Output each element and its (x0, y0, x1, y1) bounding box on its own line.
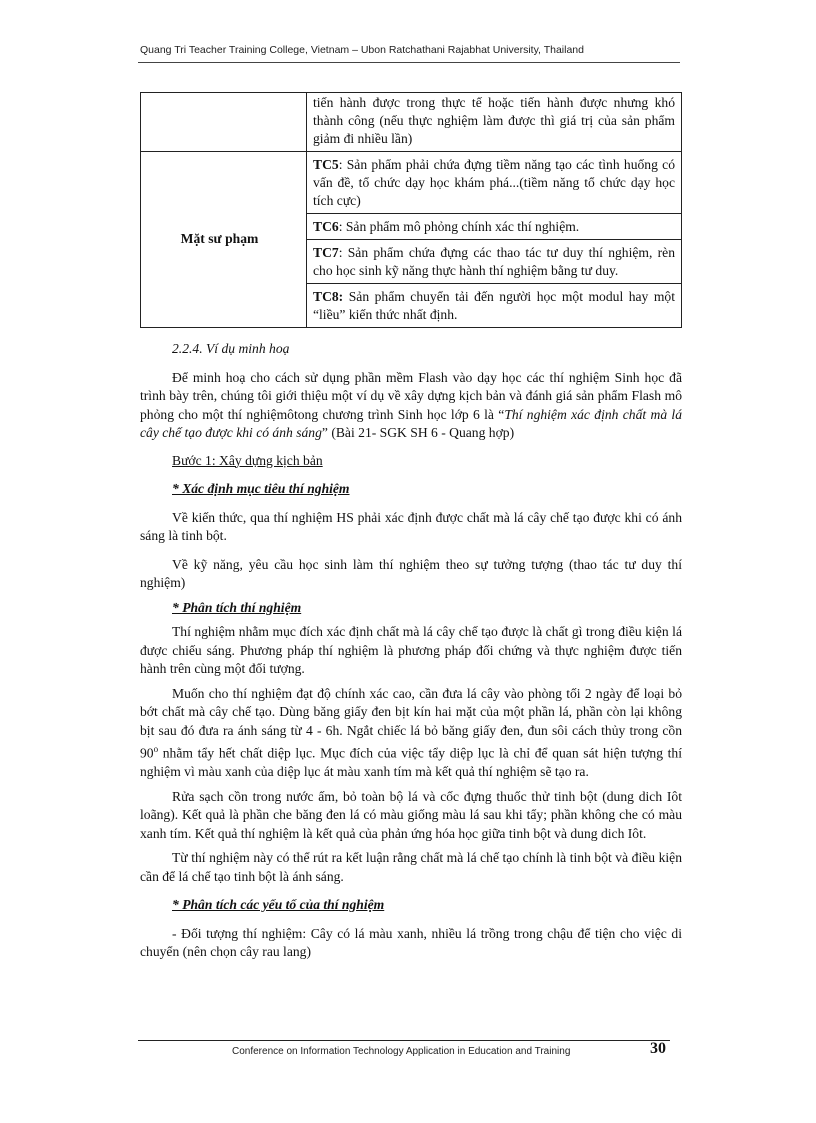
factors-paragraph: - Đối tượng thí nghiệm: Cây có lá màu xanh, nhiều lá trồng trong chậu để tiện cho việc di chuyển (nên chọn cây rau lang) (140, 925, 682, 960)
analysis-paragraph: Thí nghiệm nhằm mục đích xác định chất mà lá cây chế tạo được là chất gì trong điều kiện lá được chiếu sáng. Phương pháp thí nghiệm là phương pháp đối chứng và thực nghiệm được tiến hành trên cùng một đối tượng. (140, 624, 682, 676)
criterion-text: Sản phẩm phải chứa đựng tiềm năng tạo các tình huống có vấn đề, tổ chức dạy học khám phá...(tiềm năng tổ chức dạy học tích cực) (313, 157, 675, 208)
header-divider (138, 62, 680, 63)
skill-paragraph: Về kỹ năng, yêu cầu học sinh làm thí nghiệm theo sự tưởng tượng (thao tác tư duy thí nghiệm) (140, 556, 682, 590)
analysis-heading: * Phân tích thí nghiệm (172, 599, 302, 615)
criterion-tc6: TC6: Sản phẩm mô phỏng chính xác thí nghiệm. (307, 214, 682, 240)
criterion-text: Sản phẩm chuyển tải đến người học một modul hay một “liều” kiến thức nhất định. (313, 289, 675, 322)
table-row (141, 152, 682, 214)
criteria-table (140, 92, 682, 328)
criterion-code: TC5 (313, 157, 339, 172)
aspect-label: Mặt sư phạm (141, 152, 307, 328)
factors-heading: * Phân tích các yếu tố của thí nghiệm (172, 897, 385, 913)
criterion-code: TC7 (313, 245, 339, 260)
page-footer: Conference on Information Technology Application in Education and Training (232, 1046, 571, 1057)
criterion-tc8 (307, 284, 682, 328)
table-row (141, 93, 682, 152)
page-number: 30 (650, 1040, 666, 1057)
analysis-paragraph: Từ thí nghiệm này có thể rút ra kết luận rằng chất mà lá chế tạo chính là tinh bột và điều kiện cần để lá chế tạo tinh bột là ánh sáng. (140, 850, 682, 884)
criterion-text: Sản phẩm chứa đựng các thao tác tư duy thí nghiệm, rèn cho học sinh kỹ năng thực hành thí nghiệm bằng tư duy. (313, 245, 675, 278)
goal-heading: * Xác định mục tiêu thí nghiệm (172, 481, 350, 496)
step-heading: Bước 1: Xây dựng kịch bản (172, 452, 323, 468)
table-cell-continuation: tiến hành được trong thực tế hoặc tiến hành được nhưng khó thành công (nếu thực nghiệm làm được thì giá trị của sản phẩm giảm đi nhiều lần) (307, 93, 682, 152)
body-text (140, 340, 682, 962)
page-header: Quang Tri Teacher Training College, Vietnam – Ubon Ratchathani Rajabhat University, Thailand (140, 44, 584, 56)
criterion-tc5: TC5: Sản phẩm phải chứa đựng tiềm năng tạo các tình huống có vấn đề, tổ chức dạy học khám phá...(tiềm năng tổ chức dạy học tích cực) (307, 152, 682, 214)
section-heading: 2.2.4. Ví dụ minh hoạ (172, 341, 290, 356)
intro-paragraph: Để minh hoạ cho cách sử dụng phần mềm Flash vào dạy học các thí nghiệm Sinh học đã trình bày trên, chúng tôi giới thiệu một ví dụ về xây dựng kịch bản và đánh giá sản phẩm Flash mô phỏng cho một thí nghiệmôtong chương trình Sinh học lớp 6 là “Thí nghiệm xác định chất mà lá cây chế tạo được khi có ánh sáng” (Bài 21- SGK SH 6 - Quang hợp) (140, 369, 683, 440)
criterion-tc7: TC7: Sản phẩm chứa đựng các thao tác tư duy thí nghiệm, rèn cho học sinh kỹ năng thực hành thí nghiệm bằng tư duy. (307, 240, 682, 284)
analysis-paragraph: Rửa sạch cồn trong nước ấm, bỏ toàn bộ lá và cốc đựng thuốc thử tinh bột (dung dich Iôt loãng). Kết quả là phần che băng đen lá có màu giống màu lá sau khi tẩy; phần không che có màu xanh tím. Kết quả thí nghiệm là kết quả của phản ứng hóa học giữa tinh bột và dung dich Iôt. (140, 788, 682, 841)
criterion-code: TC8: (313, 289, 344, 304)
table-cell-empty (141, 93, 307, 152)
knowledge-paragraph: Về kiến thức, qua thí nghiệm HS phải xác định được chất mà lá cây chế tạo được khi có ánh sáng là tinh bột. (140, 509, 682, 543)
criterion-text: Sản phẩm mô phỏng chính xác thí nghiệm. (345, 219, 580, 234)
criterion-code: TC6 (313, 219, 339, 234)
analysis-paragraph: Muốn cho thí nghiệm đạt độ chính xác cao, cần đưa lá cây vào phòng tối 2 ngày để loại bỏ bớt chất mà cây chế tạo. Dùng băng giấy đen bịt kín hai mặt của một phần lá, phần còn lại không bịt sau đó đưa ra ánh sáng từ 4 - 6h. Ngắt chiếc lá bỏ băng giấy đen, đun sôi cách thủy trong cồn 90$^o$ nhằm tẩy hết chất diệp lục. Mục đích của việc tẩy diệp lục là chỉ để quan sát hiện tượng thí nghiệm vì màu xanh của diệp lục át màu xanh tím mà kết quả thí nghiệm sẽ tạo ra. (140, 685, 682, 780)
footer-divider (138, 1040, 670, 1041)
